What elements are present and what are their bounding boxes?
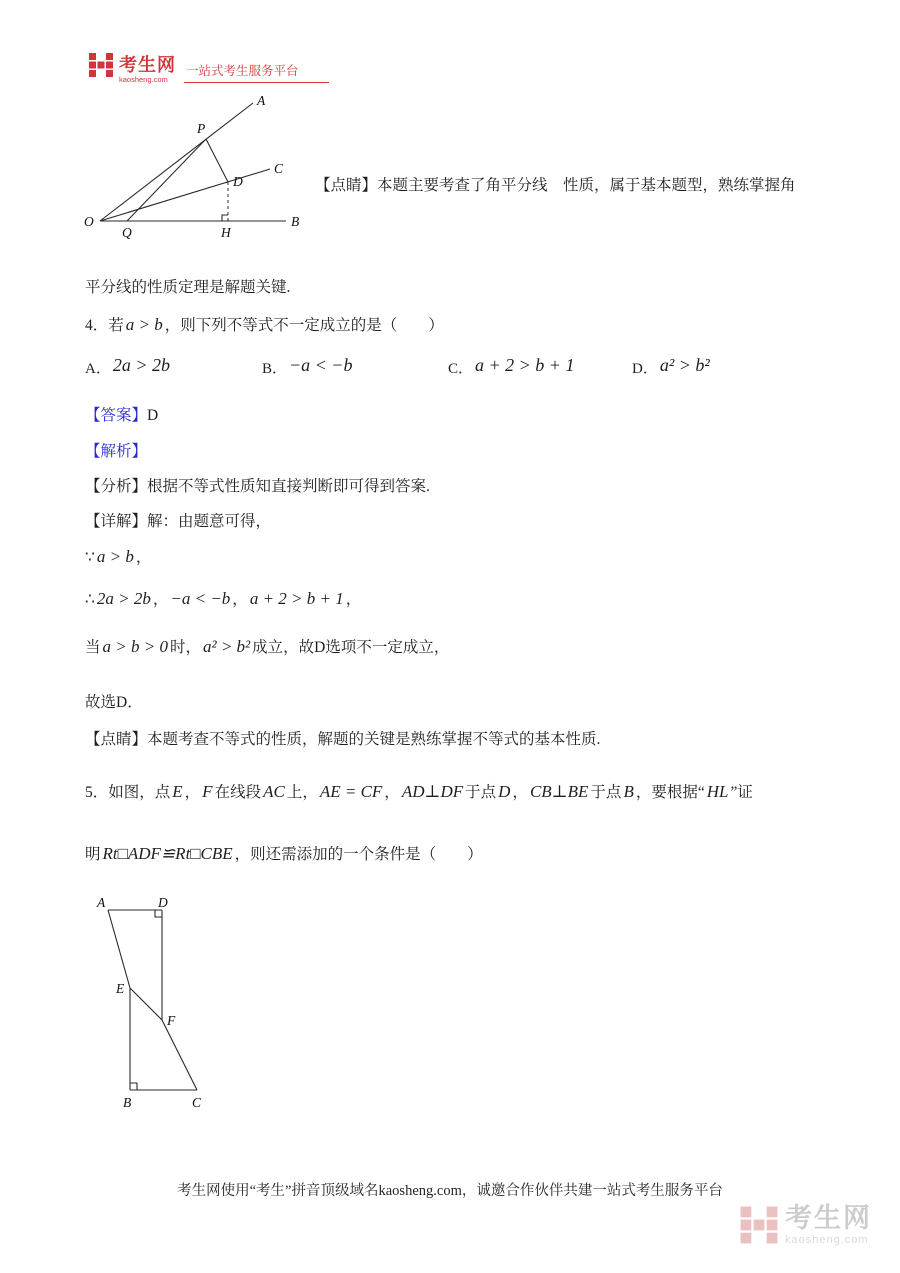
- conclusion-line: [85, 691, 143, 715]
- text-run: 成立，故D选项不一定成立，: [252, 639, 450, 656]
- math-expression: AE = CF: [319, 782, 383, 801]
- brand-name: 考生网: [119, 54, 176, 75]
- point-label-D: D: [233, 174, 243, 189]
- text-run: 于点: [590, 784, 622, 801]
- text-run: ，: [232, 591, 248, 608]
- option-d-label: D．: [632, 361, 658, 377]
- question-4-option-a: [85, 352, 172, 381]
- math-expression: F: [202, 782, 213, 801]
- math-expression: a² > b²: [202, 637, 251, 656]
- math-expression: AD⊥DF: [401, 782, 464, 801]
- math-expression: a > b > 0: [102, 637, 168, 656]
- jiexi-label: 【解析】: [85, 443, 148, 460]
- header-logo: [88, 52, 329, 83]
- right-angle-marker-H: [222, 215, 228, 221]
- text-run: ，: [184, 784, 201, 801]
- text-run: 5．如图，点: [85, 784, 171, 801]
- text-run: 上，: [286, 784, 318, 801]
- answer-line: [85, 404, 158, 428]
- math-expression: AC: [263, 782, 285, 801]
- point-label-B: B: [123, 1095, 132, 1110]
- text-run: ∴: [85, 591, 95, 608]
- text-run: ”证: [730, 784, 753, 801]
- text-run: ，: [384, 784, 400, 801]
- question-4-prompt: [85, 312, 444, 338]
- text-run: ∵: [85, 549, 95, 566]
- question-4-option-b: [262, 352, 354, 381]
- text-run: ，: [135, 549, 152, 566]
- math-expression: a + 2 > b + 1: [249, 589, 344, 608]
- point-label-F: F: [167, 1013, 176, 1028]
- math-expression: a > b: [96, 547, 134, 566]
- math-expression: CB⊥BE: [529, 782, 589, 801]
- watermark-brand: 考生网: [785, 1203, 872, 1233]
- kaosheng-logo-icon: [88, 52, 114, 83]
- text-run: 【分析】根据不等式性质知直接判断即可得到答案.: [85, 478, 430, 495]
- point-label-Q: Q: [122, 225, 132, 240]
- text-run: ，: [152, 591, 169, 608]
- question-4-option-c: [448, 352, 576, 381]
- right-angle-marker-B: [130, 1083, 137, 1090]
- option-d-math: a² > b²: [659, 355, 710, 375]
- math-expression: Rt□ADF≌Rt□CBE: [102, 844, 233, 863]
- therefore-line: [85, 586, 361, 612]
- point-label-A: A: [97, 896, 106, 910]
- math-expression: 2a > 2b: [96, 589, 151, 608]
- brand-tagline: 一站式考生服务平台: [184, 61, 329, 83]
- text-run: ，则还需添加的一个条件是（ ）: [234, 846, 483, 863]
- text-run: ，: [512, 784, 528, 801]
- watermark-logo: [739, 1205, 872, 1250]
- answer-value: D: [147, 407, 159, 424]
- option-c-math: a + 2 > b + 1: [475, 355, 575, 375]
- point-label-B: B: [291, 214, 300, 229]
- when-line: [85, 634, 449, 660]
- text-run: ，要根据“: [635, 784, 705, 801]
- question-4-option-d: [632, 352, 712, 381]
- right-angle-marker-D: [155, 910, 162, 917]
- math-expression: E: [172, 782, 183, 801]
- text-run: 4．若: [85, 317, 124, 334]
- math-expression: a > b: [125, 315, 163, 334]
- because-line: [85, 544, 151, 570]
- figure-right-triangles: [92, 896, 227, 1121]
- text-run: 于点: [465, 784, 497, 801]
- text-run: 【点睛】本题考查不等式的性质，解题的关键是熟练掌握不等式的基本性质.: [85, 731, 601, 748]
- option-c-label: C．: [448, 361, 474, 377]
- watermark-logo-icon: [739, 1205, 779, 1250]
- point-label-P: P: [197, 121, 206, 136]
- fenxi-line: [85, 475, 430, 499]
- text-run: 【详解】解：由题意可得，: [85, 513, 272, 530]
- math-expression: −a < −b: [170, 589, 231, 608]
- option-a-math: 2a > 2b: [112, 355, 170, 375]
- watermark-domain: kaosheng.com: [785, 1234, 869, 1246]
- point-label-A: A: [257, 93, 266, 108]
- text-run: 时，: [169, 639, 201, 656]
- figure-angle-bisector: [78, 93, 313, 253]
- point-label-C: C: [192, 1095, 202, 1110]
- point-label-C: C: [274, 161, 284, 176]
- point-label-E: E: [116, 981, 125, 996]
- option-b-math: −a < −b: [289, 355, 353, 375]
- footer-text: 考生网使用“考生”拼音顶级域名kaosheng.com，诚邀合作伙伴共建一站式考生服务平台: [177, 1183, 723, 1199]
- text-run: 故选D．: [85, 694, 143, 711]
- answer-label: 【答案】: [85, 407, 148, 424]
- text-run: 在线段: [214, 784, 262, 801]
- brand-domain: kaosheng.com: [119, 74, 168, 84]
- question-5-line2: [85, 841, 483, 867]
- option-a-label: A．: [85, 361, 111, 377]
- option-b-label: B．: [262, 361, 288, 377]
- text-run: 当: [85, 639, 101, 656]
- jiexi-line: [85, 440, 147, 464]
- math-expression: HL: [706, 782, 729, 801]
- point-label-O: O: [84, 214, 94, 229]
- text-run: ，则下列不等式不一定成立的是（ ）: [164, 317, 444, 334]
- text-run: 明: [85, 846, 101, 863]
- dianjing-q4-line: [85, 728, 600, 752]
- point-label-D: D: [158, 896, 168, 910]
- text-run: 平分线的性质定理是解题关键.: [85, 279, 291, 296]
- note-dianjing-q3: [315, 174, 796, 198]
- text-run: 【点睛】本题主要考查了角平分线 性质，属于基本题型，熟练掌握角: [315, 177, 796, 194]
- note-dianjing-q3-continued: [85, 276, 290, 300]
- point-label-H: H: [221, 225, 231, 240]
- question-5-line1: [85, 779, 753, 805]
- xiangjie-line: [85, 510, 271, 534]
- text-run: ，: [345, 591, 362, 608]
- math-expression: D: [498, 782, 511, 801]
- math-expression: B: [623, 782, 634, 801]
